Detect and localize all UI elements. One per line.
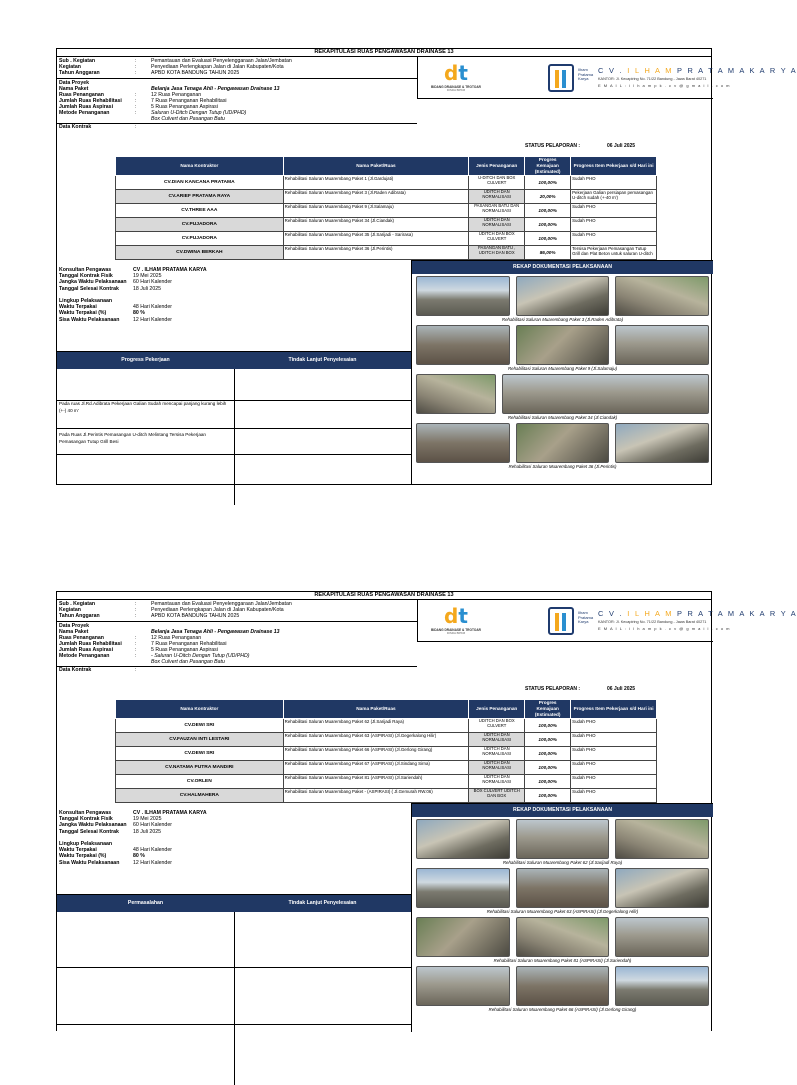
col-header: Progres Kemajuan (Estimated)	[525, 157, 571, 176]
aspirasi-row: Jumlah Ruas Aspirasi : 5 Ruas Penanganan Aspirasi	[59, 647, 218, 653]
contractor-name: CV.HALMAHERA	[116, 789, 284, 803]
col-header: Permasalahan	[127, 900, 164, 907]
tahun-anggaran-row: Tahun Anggaran : APBD KOTA BANDUNG TAHUN 2025	[59, 70, 240, 76]
work-item-status: Sudah PHO	[571, 218, 657, 232]
col-header: Progress Item Pekerjaan s/d Hari ini	[571, 157, 657, 176]
contractor-name: CV.DEWI SRI	[116, 719, 284, 733]
data-kontrak-label: Data Kontrak :	[59, 667, 137, 673]
col-header: Nama Kontraktor	[116, 157, 284, 176]
ilham-logo-text: Ilham Pratama Karya	[578, 67, 594, 82]
dt-logo: dt BIDANG DRAINASE & TROTOAR DISDA BPKM	[431, 61, 481, 93]
site-photo	[516, 917, 610, 957]
sub-kegiatan-row: Sub . Kegiatan : Pemantauan dan Evaluasi Penyelenggaraan Jalan/Jembatan	[59, 58, 292, 64]
site-photo	[416, 868, 510, 908]
contractor-name: CV.ORLEN	[116, 775, 284, 789]
nama-paket-row: Nama Paket Belanja Jasa Tenaga Ahli - Pengawasan Drainase 13	[59, 86, 280, 92]
progress-note: Pada Ruas Jl.Perintis Pemasangan U-ditch Melintang Tersisa Pekerjaan Pemasangan Tutup Grill Besi	[57, 429, 234, 455]
data-proyek-label: Data Proyek	[59, 623, 89, 629]
company-address: KANTOR: Jl. Kecapiring No. 71/22 Bandung - Jawa Barat 40271	[598, 620, 707, 624]
col-header: Jenis Penanganan	[469, 700, 525, 719]
site-photo	[516, 819, 610, 859]
handling-type: BOX CULVERT UDITCH DAN BOX	[469, 789, 525, 803]
progress-table	[57, 351, 411, 505]
contract-row	[116, 775, 657, 789]
contractor-name: CV.THREE AAA	[116, 204, 284, 218]
data-kontrak-label: Data Kontrak :	[59, 124, 137, 130]
handling-type: UDITCH DAN NORMALISASI	[469, 747, 525, 761]
handling-type: UDITCH DAN BOX CULVERT	[469, 719, 525, 733]
package-name: Rehabilitasi Saluran Muarembang Paket 9 (Jl.Salamaju)	[283, 204, 469, 218]
col-header: Progress Item Pekerjaan s/d Hari ini	[571, 700, 657, 719]
site-photo	[416, 325, 510, 365]
site-photo	[416, 276, 510, 316]
contractor-name: CV.DEWI SRI	[116, 747, 284, 761]
work-item-status: Sudah PHO	[571, 719, 657, 733]
progress-value: 100,00%	[525, 218, 571, 232]
contract-row	[116, 190, 657, 204]
contractor-name: CV.DWINA BERKAH	[116, 246, 284, 260]
photo-caption: Rehabilitasi Saluran Muarembang Paket 34 (Jl.Ciandak)	[507, 415, 618, 420]
kegiatan-row: Kegiatan : Penyediaan Perlengkapan Jalan di Jalan Kabupaten/Kota	[59, 64, 284, 70]
work-item-status: Sudah PHO	[571, 761, 657, 775]
col-header: Nama Paket/Ruas	[283, 157, 469, 176]
contract-row	[116, 176, 657, 190]
work-item-status: Sudah PHO	[571, 204, 657, 218]
work-item-status: Sudah PHO	[571, 176, 657, 190]
contract-row	[116, 747, 657, 761]
col-header: Progres Kemajuan (Estimated)	[525, 700, 571, 719]
photo-caption: Rehabilitasi Saluran Muarembang Paket 62 (Jl.Sarijadi Raya)	[502, 860, 623, 865]
contract-row	[116, 789, 657, 803]
package-name: Rehabilitasi Saluran Muarembang Paket 66 (ASPIRASI) (Jl.Gerlong Girang)	[283, 747, 469, 761]
handling-type: UDITCH DAN NORMALISASI	[469, 218, 525, 232]
site-photo	[416, 966, 510, 1006]
progress-value: 100,00%	[525, 176, 571, 190]
kegiatan-row: Kegiatan : Penyediaan Perlengkapan Jalan di Jalan Kabupaten/Kota	[59, 607, 284, 613]
problems-table	[57, 894, 411, 1085]
rehab-row: Jumlah Ruas Rehabilitasi : 7 Ruas Penanganan Rehabilitasi	[59, 98, 227, 104]
sheet-header	[57, 57, 797, 149]
site-photo	[615, 325, 709, 365]
site-photo	[615, 868, 709, 908]
handling-type: PASANGAN BATU DAN NORMALISASI	[469, 204, 525, 218]
handling-type: UDITCH DAN BOX CULVERT	[469, 232, 525, 246]
package-name: Rehabilitasi Saluran Muarembang Paket 62 (Jl.Sarijadi Raya)	[283, 719, 469, 733]
ruas-row: Ruas Penanganan : 12 Ruas Penanganan	[59, 635, 202, 641]
contract-table	[115, 699, 657, 803]
progress-value: 100,00%	[525, 789, 571, 803]
work-item-status: Tersisa Pekerjaan Pemasangan Tutup Grill dan Plat Beton untuk saluran U-ditch	[571, 246, 657, 260]
site-photo	[615, 819, 709, 859]
handling-type: UDITCH DAN NORMALISASI	[469, 190, 525, 204]
site-photo	[416, 917, 510, 957]
ilham-logo-icon	[548, 607, 574, 635]
package-name: Rehabilitasi Saluran Muarembang Paket 34 (Jl.Ciandak)	[283, 218, 469, 232]
handling-type: UDITCH DAN NORMALISASI	[469, 775, 525, 789]
aspirasi-row: Jumlah Ruas Aspirasi : 5 Ruas Penanganan Aspirasi	[59, 104, 218, 110]
contractor-name: CV.FAUZAN INTI LESTARI	[116, 733, 284, 747]
package-name: Rehabilitasi Saluran Muarembang Paket 35 (Jl.Sarijadi - Sarirasa)	[283, 232, 469, 246]
col-header: Progress Pekerjaan	[121, 357, 170, 364]
nama-paket-row: Nama Paket Belanja Jasa Tenaga Ahli - Pengawasan Drainase 13	[59, 629, 280, 635]
contract-row	[116, 761, 657, 775]
site-photo	[615, 966, 709, 1006]
site-photo	[416, 423, 510, 463]
contract-row	[116, 232, 657, 246]
consultant-block: Konsultan Pengawas CV . ILHAM PRATAMA KARYA Tanggal Kontrak Fisik 19 Mei 2025 Jangka Waktu Pelaksanaan 60 Hari Kalender Tanggal Selesai Kontrak 18 Juli 2025 Lingkup Pelaksanaan Waktu Terpakai 48 Hari Kalender Waktu Terpakai (%) 80 % Sisa Waktu Pelaksanaan 12 Hari Kalender	[59, 267, 207, 323]
handling-type: PASANGAN BATU , UDITCH DAN BOX	[469, 246, 525, 260]
work-item-status: Sudah PHO	[571, 775, 657, 789]
contractor-name: CV.DIAN KANCANA PRATAMA	[116, 176, 284, 190]
progress-value: 100,00%	[525, 747, 571, 761]
progress-value: 100,00%	[525, 733, 571, 747]
sheet-title: REKAPITULASI RUAS PENGAWASAN DRAINASE 13	[57, 49, 711, 57]
col-header: Nama Paket/Ruas	[283, 700, 469, 719]
company-name: C V . I L H A M P R A T A M A K A R Y A	[598, 609, 797, 618]
site-photo	[615, 917, 709, 957]
col-header: Nama Kontraktor	[116, 700, 284, 719]
progress-value: 100,00%	[525, 775, 571, 789]
site-photo	[516, 966, 610, 1006]
status-pelaporan: STATUS PELAPORAN : 06 Juli 2025	[525, 686, 636, 692]
progress-value: 100,00%	[525, 719, 571, 733]
ilham-logo-text: Ilham Pratama Karya	[578, 610, 594, 625]
sheet-header	[57, 600, 797, 692]
ruas-row: Ruas Penanganan : 12 Ruas Penanganan	[59, 92, 202, 98]
work-item-status: Sudah PHO	[571, 733, 657, 747]
col-header: Tindak Lanjut Penyelesaian	[288, 357, 357, 364]
report-sheet-1	[56, 48, 797, 485]
progress-value: 100,00%	[525, 761, 571, 775]
photo-caption: Rehabilitasi Saluran Muarembang Paket 81 (ASPIRASI) (Jl.Sariendah)	[493, 958, 632, 963]
contractor-name: CV.ARIEF PRATAMA RAYA	[116, 190, 284, 204]
company-address: KANTOR: Jl. Kecapiring No. 71/22 Bandung - Jawa Barat 40271	[598, 77, 707, 81]
company-name: C V . I L H A M P R A T A M A K A R Y A	[598, 66, 797, 75]
sub-kegiatan-row: Sub . Kegiatan : Pemantauan dan Evaluasi Penyelenggaraan Jalan/Jembatan	[59, 601, 292, 607]
contractor-name: CV.PUJADORA	[116, 218, 284, 232]
divider	[57, 78, 417, 79]
site-photo	[416, 819, 510, 859]
work-item-status: Pekerjaan Galian persiapan pemasangan U-ditch sudah (+-40 m')	[571, 190, 657, 204]
work-item-status: Sudah PHO	[571, 747, 657, 761]
metode-row-2: Box Culvert dan Pasangan Batu	[151, 116, 225, 122]
contract-row	[116, 733, 657, 747]
status-pelaporan: STATUS PELAPORAN : 06 Juli 2025	[525, 143, 636, 149]
tahun-anggaran-row: Tahun Anggaran : APBD KOTA BANDUNG TAHUN 2025	[59, 613, 240, 619]
ilham-logo-icon	[548, 64, 574, 92]
contract-row	[116, 204, 657, 218]
contract-row	[116, 246, 657, 260]
metode-row: Metode Penanganan : - Saluran U-Ditch Dengan Tutup (UD/PHD)	[59, 653, 250, 659]
company-email: E M A I L : i l h a m p k . c v @ g m a i l . c o m	[598, 626, 731, 631]
progress-note: Pada ruas Jl.Rd.Adibrata Pekerjaan Galian Sudah mencapai panjang kurang lebih (+-) 40 m'	[57, 401, 234, 429]
metode-row-2: Box Culvert dan Pasangan Batu	[151, 659, 225, 665]
progress-value: 100,00%	[525, 204, 571, 218]
data-proyek-label: Data Proyek	[59, 80, 89, 86]
contract-row	[116, 719, 657, 733]
site-photo	[516, 868, 610, 908]
dt-logo: dt BIDANG DRAINASE & TROTOAR DISDA BPKM	[431, 604, 481, 636]
handling-type: UDITCH DAN NORMALISASI	[469, 761, 525, 775]
consultant-block: Konsultan Pengawas CV . ILHAM PRATAMA KARYA Tanggal Kontrak Fisik 19 Mei 2025 Jangka Waktu Pelaksanaan 60 Hari Kalender Tanggal Selesai Kontrak 18 Juli 2025 Lingkup Pelaksanaan Waktu Terpakai 48 Hari Kalender Waktu Terpakai (%) 80 % Sisa Waktu Pelaksanaan 12 Hari Kalender	[59, 810, 207, 866]
site-photo	[502, 374, 709, 414]
logo-banner	[417, 600, 797, 642]
site-photo	[615, 423, 709, 463]
company-email: E M A I L : i l h a m p k . c v @ g m a i l . c o m	[598, 83, 731, 88]
divider	[57, 621, 417, 622]
site-photo	[516, 276, 610, 316]
progress-value: 86,00%	[525, 246, 571, 260]
site-photo	[416, 374, 496, 414]
package-name: Rehabilitasi Saluran Muarembang Paket - (ASPIRASI) ( Jl.Gemurah RW.06)	[283, 789, 469, 803]
photo-caption: Rehabilitasi Saluran Muarembang Paket 63 (ASPIRASI) (Jl.Gegerkalong Hilir)	[486, 909, 639, 914]
package-name: Rehabilitasi Saluran Muarembang Paket 63 (ASPIRASI) (Jl.Gegerkalong Hilir)	[283, 733, 469, 747]
package-name: Rehabilitasi Saluran Muarembang Paket 1 (Jl.Gardujati)	[283, 176, 469, 190]
photo-caption: Rehabilitasi Saluran Muarembang Paket 3 (Jl.Raden Adibrata)	[501, 317, 624, 322]
metode-row: Metode Penanganan : Saluran U-Ditch Dengan Tutup (UD/PHD)	[59, 110, 247, 116]
contractor-name: CV.PUJADORA	[116, 232, 284, 246]
contractor-name: CV.NATAMA PUTRA MANDIRI	[116, 761, 284, 775]
col-header: Jenis Penanganan	[469, 157, 525, 176]
photo-caption: Rehabilitasi Saluran Muarembang Paket 36 (Jl.Perintis)	[508, 464, 617, 469]
package-name: Rehabilitasi Saluran Muarembang Paket 3 (Jl.Raden Adibrata)	[283, 190, 469, 204]
photo-documentation: REKAP DOKUMENTASI PELAKSANAAN Rehabilitasi Saluran Muarembang Paket 3 (Jl.Raden Adibrata) Rehabilitasi Saluran Muarembang Paket 9 (Jl.Salamaju) Rehabilitasi Saluran Muarembang Paket 34 (Jl.Ciandak) Rehabilitasi Saluran Muarembang Paket 36 (Jl.Perintis)	[411, 260, 713, 485]
package-name: Rehabilitasi Saluran Muarembang Paket 36 (Jl.Perintis)	[283, 246, 469, 260]
handling-type: UDITCH DAN NORMALISASI	[469, 733, 525, 747]
work-item-status: Sudah PHO	[571, 789, 657, 803]
handling-type: U-DITCH DAN BOX CULVERT	[469, 176, 525, 190]
contract-table	[115, 156, 657, 260]
rehab-row: Jumlah Ruas Rehabilitasi : 7 Ruas Penanganan Rehabilitasi	[59, 641, 227, 647]
contract-row	[116, 218, 657, 232]
site-photo	[516, 325, 610, 365]
site-photo	[516, 423, 610, 463]
photo-caption: Rehabilitasi Saluran Muarembang Paket 9 (Jl.Salamaju)	[507, 366, 618, 371]
photo-caption: Rehabilitasi Saluran Muarembang Paket 66 (ASPIRASI) (Jl.Gerlong Girang)	[488, 1007, 637, 1012]
progress-value: 20,00%	[525, 190, 571, 204]
progress-value: 100,00%	[525, 232, 571, 246]
col-header: Tindak Lanjut Penyelesaian	[288, 900, 357, 907]
package-name: Rehabilitasi Saluran Muarembang Paket 67 (ASPIRASI) (Jl.Sindang Sirna)	[283, 761, 469, 775]
sheet-title: REKAPITULASI RUAS PENGAWASAN DRAINASE 13	[57, 592, 711, 600]
package-name: Rehabilitasi Saluran Muarembang Paket 81 (ASPIRASI) (Jl.Sariendah)	[283, 775, 469, 789]
work-item-status: Sudah PHO	[571, 232, 657, 246]
photo-documentation: REKAP DOKUMENTASI PELAKSANAAN Rehabilitasi Saluran Muarembang Paket 62 (Jl.Sarijadi Raya) Rehabilitasi Saluran Muarembang Paket 63 (ASPIRASI) (Jl.Gegerkalong Hilir) Rehabilitasi Saluran Muarembang Paket 81 (ASPIRASI) (Jl.Sariendah) Rehabilitasi Saluran Muarembang Paket 66 (ASPIRASI) (Jl.Gerlong Girang)	[411, 803, 713, 1032]
report-sheet-2	[56, 591, 797, 1031]
logo-banner	[417, 57, 797, 99]
site-photo	[615, 276, 709, 316]
